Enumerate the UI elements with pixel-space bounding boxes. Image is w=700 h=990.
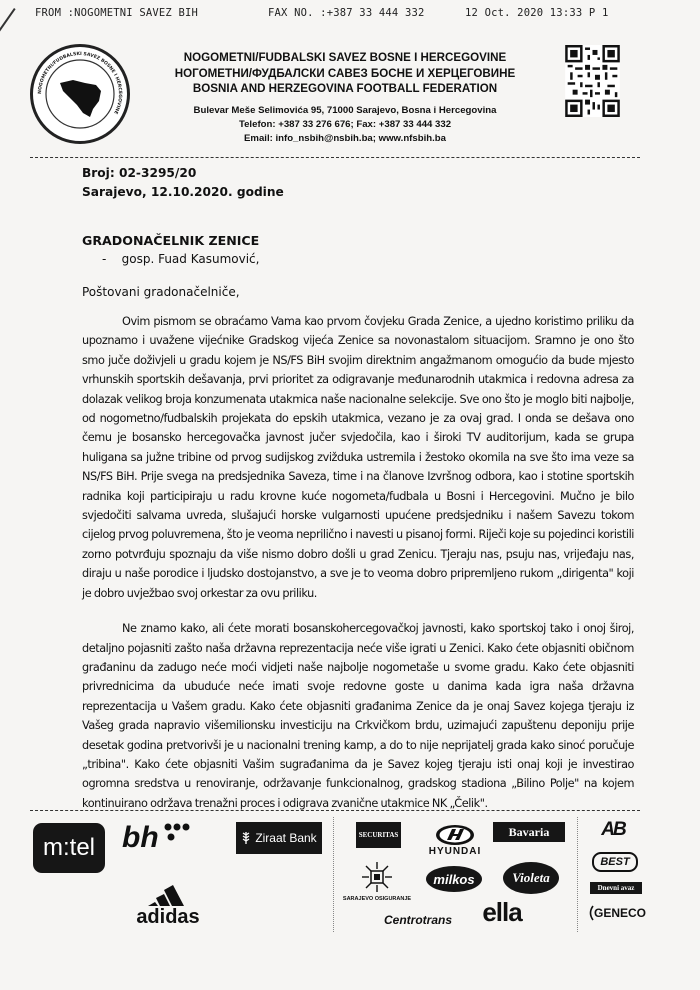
- sponsor-centrotrans-logo: Centrotrans: [383, 913, 452, 927]
- hyundai-emblem-icon: [435, 824, 475, 846]
- seal-text: NOGOMETNI/FUDBALSKI SAVEZ BOSNE I HERCEGOVINE: [37, 51, 123, 115]
- reference-number: Broj: 02-3295/20: [82, 166, 197, 180]
- sponsor-hyundai-logo: HYUNDAI: [425, 820, 485, 862]
- sponsor-separator: [333, 817, 334, 932]
- body-paragraph-2: Ne znamo kako, ali ćete morati bosanskohercegovačkoj javnosti, kako sportskoj tako i onoj široj, detaljno pojasniti zašto naša državna reprezentacija neće više igrati u Zenici. Kako ćete objasniti običnom građaninu da zadugo neće moći vidjeti naše najbolje nogometaše u svome gradu. Kako ćete objasniti privrednicima da ubuduće neće imati svoje redovne goste u danima kada igra naša državna reprezentacija u Vašem gradu. Kako ćete objasniti građanima Zenice da je onaj Savez kojega tjeraju iz Vašeg grada napravio višemilionsku investiciju na Crkvičkom brdu, uzimajući zapuštenu deponiju prije desetak godina pretvorivši je u nacionalni trening kamp, a do to nije neprijatelj grada kako sinoć poručuje „tribina". Kako ćete objasniti Vašim sugrađanima da je Savez kojeg tjeraju isti onaj koji je investirao ogromna sredstva u renoviranje, održavanje funkcionalnog, gradskog stadiona „Bilino Polje" na kojem kontinuirano održava trenažni proces i odigrava zvanične utakmice NK „Čelik".: [82, 622, 634, 810]
- sponsor-best-logo: BEST: [592, 852, 638, 872]
- recipient-name: gosp. Fuad Kasumović,: [121, 252, 260, 266]
- sponsor-separator: [577, 817, 578, 932]
- salutation: Poštovani gradonačelniče,: [82, 285, 240, 299]
- sponsor-dnevni-avaz-logo: Dnevni avaz: [590, 882, 642, 894]
- sponsor-violeta-logo: Violeta: [503, 862, 559, 894]
- org-name-latin: NOGOMETNI/FUDBALSKI SAVEZ BOSNE I HERCEGOVINE: [183, 51, 507, 64]
- fax-number: FAX NO. :+387 33 444 332: [268, 7, 425, 19]
- sponsor-logos: [0, 812, 700, 932]
- sponsor-bavaria-logo: Bavaria: [493, 822, 565, 842]
- sponsor-ab-logo: AB: [601, 819, 625, 840]
- org-name-english: BOSNIA AND HERZEGOVINA FOOTBALL FEDERATION: [192, 82, 498, 95]
- sun-emblem-icon: [361, 861, 393, 893]
- sponsor-ella-logo: ella: [482, 896, 522, 927]
- fax-datetime-page: 12 Oct. 2020 13:33 P 1: [465, 7, 609, 19]
- sponsor-mtel-logo: m:tel: [33, 823, 105, 873]
- letterhead: [160, 50, 530, 146]
- org-name-cyrillic: НОГОМЕТНИ/ФУДБАЛСКИ САВЕЗ БОСНЕ И ХЕРЦЕГОВИНЕ: [174, 66, 516, 80]
- sponsor-sarajevo-osiguranje-logo: SARAJEVO OSIGURANJE: [336, 856, 418, 908]
- fax-from: FROM :NOGOMETNI SAVEZ BIH: [35, 7, 199, 19]
- org-phone-fax: Telefon: +387 33 276 676; Fax: +387 33 444 332: [238, 118, 452, 130]
- header-divider: [30, 157, 640, 158]
- recipient-title: GRADONAČELNIK ZENICE: [82, 233, 260, 248]
- qr-code-icon: [565, 45, 620, 117]
- letter-meta: [82, 164, 284, 202]
- wheat-icon: [241, 831, 251, 845]
- footer-divider: [30, 810, 640, 811]
- bih-map-icon: [33, 47, 127, 141]
- sponsor-securitas-logo: SECURITAS: [356, 822, 401, 848]
- fax-header: [0, 7, 700, 21]
- org-email-web: Email: info_nsbih@nsbih.ba; www.nfsbih.ba: [244, 132, 446, 144]
- org-address: Bulevar Meše Selimovića 95, 71000 Sarajevo, Bosna i Hercegovina: [193, 104, 497, 116]
- sponsor-ziraat-bank-logo: Ziraat Bank: [236, 822, 322, 854]
- body-paragraph-1: Ovim pismom se obraćamo Vama kao prvom čovjeku Grada Zenice, a ujedno koristimo priliku da upoznamo i uvažene vijećnike Gradskog vijeća Zenice sa novonastalom situacijom. Sramno je ono što smo juče doživjeli u gradu kojem je NS/FS BiH svojim direktnim angažmanom omogućio da bude mjesto vrhunskih sportskih dešavanja, prvi prioritet za odigravanje međunarodnih utakmica i redovna adresa za dolazak velikog broja konzumenata utakmica naše nacionalne selekcije. Sve ono što je moglo biti najbolje, od nogometno/fudbalskih projekata do epskih utakmica, vezano je za ovaj grad. I onda se dešava ono čemu je bosansko hercegovačka javnost jučer svjedočila, kao i široki TV auditorijum, kada se grupa huligana sa južne tribine od prvog sudijskog zvižduka ustremila i žestoko okomila na sve što ima veze sa NS/FS BiH. Prije svega na predsjednika Saveza, time i na članove Izvršnog odbora, kao i stotine sportskih radnika koji participiraju u radu krovne kuće nogometa/fudbala u Bosni i Hercegovini. Mučno je bilo svjedočiti salvama uvreda, slušajući horske vulgarnosti upućene predsjedniku i našem Savezu tokom cijelog prvog poluvremena, što je veoma neprilično i navesti u pisanoj formi. Riječi koje su pojedinci koristili zorno potvrđuju spoznaju da više nismo dobro došli u grad Zenicu. Tjeraju nas, psuju nas, vrijeđaju nas, diraju u naše porodice i ljudsko dostojanstvo, a sve je to veoma dobro pripremljeno rukom „dirigenta" koji je dobro uvježbao svoj orkestar za ovu priliku.: [82, 315, 634, 600]
- sponsor-milkos-logo: milkos: [426, 866, 482, 892]
- sponsor-geneco-logo: GENECO: [587, 904, 647, 922]
- letter-body: [82, 312, 634, 813]
- adidas-stripes-icon: [146, 876, 190, 906]
- recipient-dash: -: [102, 252, 107, 266]
- bh-dots-icon: [163, 822, 193, 844]
- place-date: Sarajevo, 12.10.2020. godine: [82, 185, 284, 199]
- recipient-block: [82, 232, 259, 268]
- federation-seal-logo: [30, 44, 130, 144]
- sponsor-bh-telecom-logo: bh: [122, 818, 217, 858]
- sponsor-adidas-logo: adidas: [128, 874, 208, 929]
